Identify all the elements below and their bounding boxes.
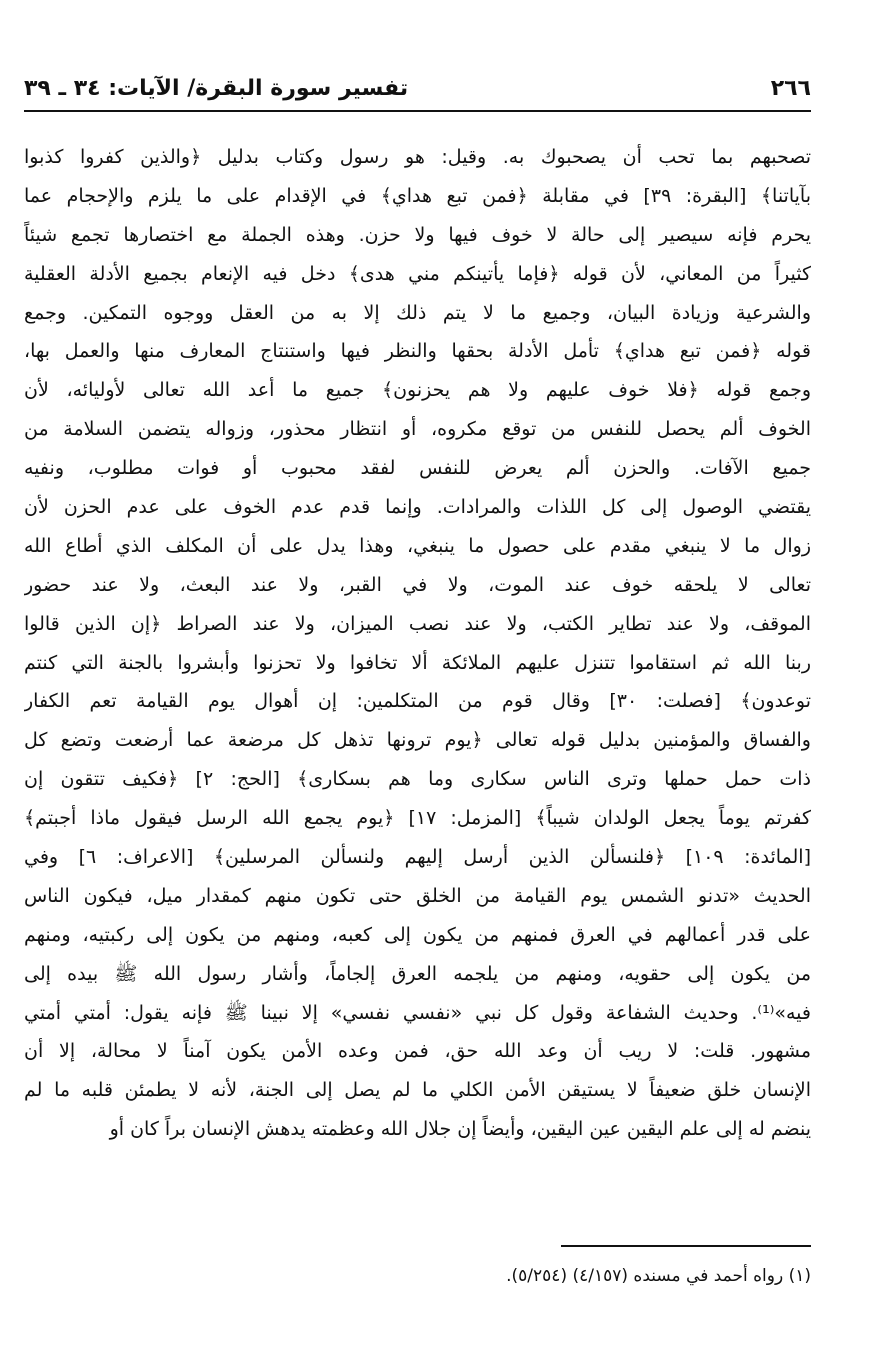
text-line: ينضم له إلى علم اليقين عين اليقين، وأيضاً إن جلال الله وعظمته يدهش الإنسان براً كان أو <box>109 1118 811 1141</box>
page-header <box>24 72 811 112</box>
text-line: والشرعية وزيادة البيان، وجميع ما لا يتم ذلك إلا به من العقل ووجوه التمكين. وجمع <box>24 301 811 324</box>
footnote: (١) رواه أحمد في مسنده (٤/١٥٧) (٥/٢٥٤). <box>506 1266 811 1286</box>
page-number: ٢٦٦ <box>770 75 811 101</box>
text-line: يقتضي الوصول إلى كل اللذات والمرادات. وإنما قدم عدم الخوف على عدم الحزن لأن <box>24 496 811 519</box>
text-line: فيه»⁽¹⁾. وحديث الشفاعة وقول كل نبي «نفسي نفسي» إلا نبينا ﷺ فإنه يقول: أمتي أمتي <box>24 1001 811 1024</box>
text-line: الإنسان خلق ضعيفاً لا يستيقن الأمن الكلي ما لم يصل إلى الجنة، لأنه لا يطمئن قلبه ما لم <box>24 1079 811 1102</box>
text-line: قوله ﴿فمن تبع هداي﴾ تأمل الأدلة بحقها والنظر فيها واستنتاج المعارف منها والعمل بها، <box>24 340 811 363</box>
text-line: الموقف، ولا عند تطاير الكتب، ولا عند نصب الميزان، ولا عند الصراط ﴿إن الذين قالوا <box>24 612 811 635</box>
text-line: توعدون﴾ [فصلت: ٣٠] وقال قوم من المتكلمين: إن أهوال يوم القيامة تعم الكفار <box>24 690 811 713</box>
text-line: كفرتم يوماً يجعل الولدان شيباً﴾ [المزمل: ١٧] ﴿يوم يجمع الله الرسل فيقول ماذا أجبتم﴾ <box>24 807 811 830</box>
footnote-divider <box>561 1245 811 1247</box>
text-line: تعالى لا يلحقه خوف عند الموت، ولا في القبر، ولا عند البعث، ولا عند حضور <box>24 573 811 596</box>
text-line: على قدر أعمالهم في العرق فمنهم من يكون إلى كعبه، ومنهم من يكون إلى ركبتيه، ومنهم <box>24 923 811 946</box>
text-line: ذات حمل حملها وترى الناس سكارى وما هم بسكارى﴾ [الحج: ٢] ﴿فكيف تتقون إن <box>24 768 811 791</box>
text-line: بآياتنا﴾ [البقرة: ٣٩] في مقابلة ﴿فمن تبع هداي﴾ في الإقدام على ما يلزم والإحجام عما <box>24 184 811 207</box>
text-line: والفساق والمؤمنين بدليل قوله تعالى ﴿يوم ترونها تذهل كل مرضعة عما أرضعت وتضع كل <box>24 729 811 752</box>
text-line: مشهور. قلت: لا ريب أن وعد الله حق، فمن وعده الأمن يكون آمناً لا محالة، إلا أن <box>24 1040 811 1063</box>
running-title: تفسير سورة البقرة/ الآيات: ٣٤ ـ ٣٩ <box>24 75 409 101</box>
text-line: من يكون إلى حقويه، ومنهم من يلجمه العرق إلجاماً، وأشار رسول الله ﷺ بيده إلى <box>24 962 811 985</box>
text-line: تصحبهم بما تحب أن يصحبوك به. وقيل: هو رسول وكتاب بدليل ﴿والذين كفروا كذبوا <box>24 146 811 168</box>
text-line: الخوف ألم يحصل للنفس من توقع مكروه، أو انتظار محذور، وزواله يتضمن السلامة من <box>24 418 811 441</box>
text-line: يحرم فإنه سيصير إلى حالة لا خوف فيها ولا حزن. وهذه الجملة مع اختصارها تجمع شيئاً <box>24 223 811 246</box>
body-text <box>24 138 811 1149</box>
text-line: زوال ما لا ينبغي مقدم على حصول ما ينبغي، وهذا يدل على أن المكلف الذي أطاع الله <box>24 534 811 557</box>
text-line: [المائدة: ١٠٩] ﴿فلنسألن الذين أرسل إليهم ولنسألن المرسلين﴾ [الاعراف: ٦] وفي <box>24 846 811 869</box>
text-line: وجمع قوله ﴿فلا خوف عليهم ولا هم يحزنون﴾ جميع ما أعد الله تعالى لأوليائه، لأن <box>24 379 811 402</box>
text-line: ربنا الله ثم استقاموا تتنزل عليهم الملائكة ألا تخافوا ولا تحزنوا وأبشروا بالجنة التي كنتم <box>24 651 811 674</box>
text-line: كثيراً من المعاني، لأن قوله ﴿فإما يأتينكم مني هدى﴾ دخل فيه الإنعام بجميع الأدلة العقلية <box>24 262 811 285</box>
text-line: جميع الآفات. والحزن ألم يعرض للنفس لفقد محبوب أو فوات مطلوب، ونفيه <box>24 457 811 480</box>
text-line: الحديث «تدنو الشمس يوم القيامة من الخلق حتى تكون منهم كمقدار ميل، فيكون الناس <box>24 884 811 907</box>
